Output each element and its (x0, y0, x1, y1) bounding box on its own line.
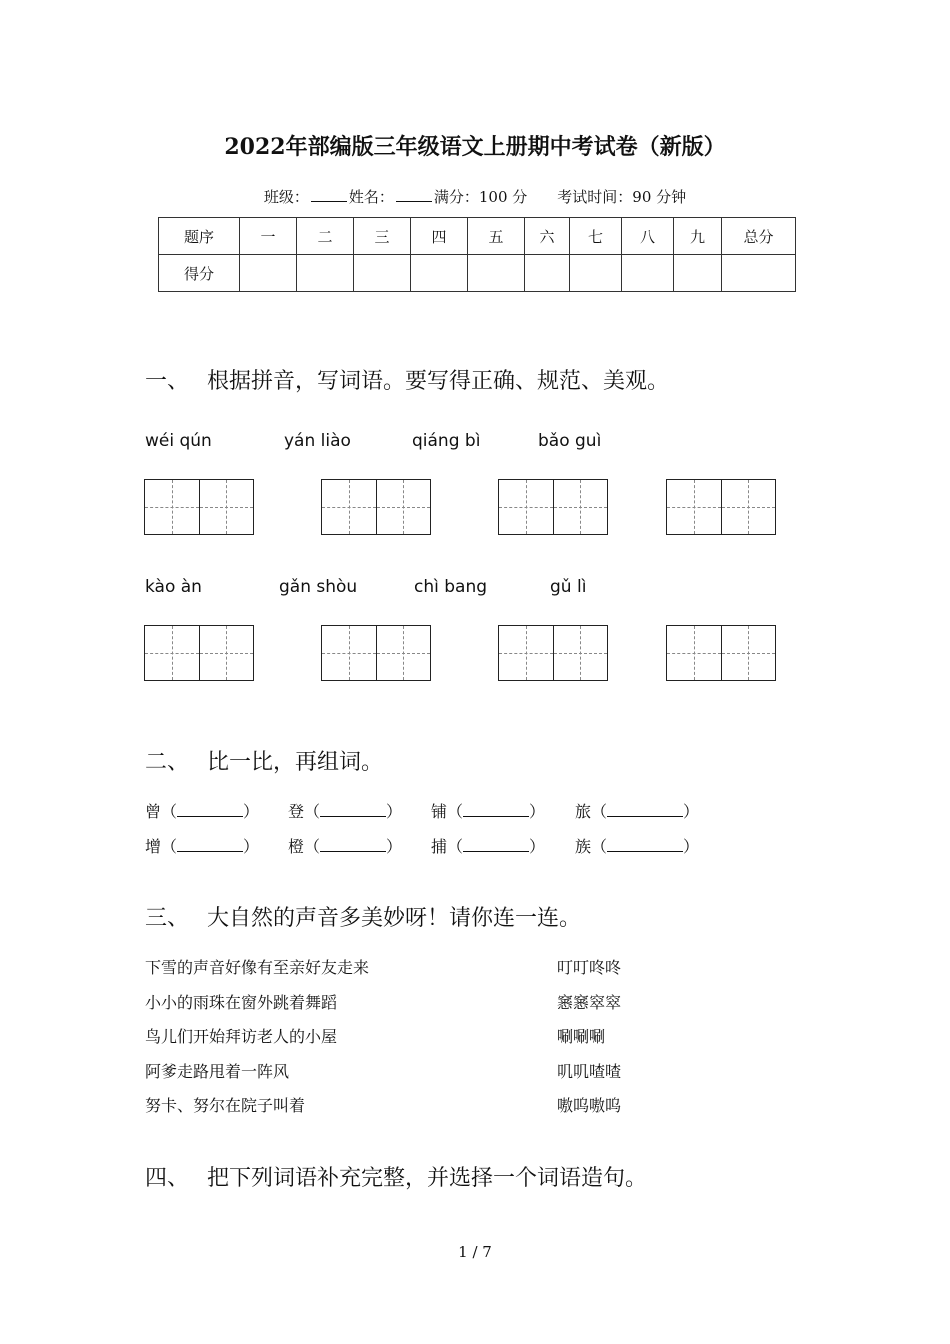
compare-item (288, 799, 402, 822)
grid-cell[interactable] (199, 480, 254, 534)
score-row-label: 得分 (159, 255, 240, 292)
answer-blank[interactable] (463, 804, 529, 817)
score-cell[interactable] (240, 255, 297, 292)
compare-item (575, 799, 699, 822)
answer-blank[interactable] (320, 804, 386, 817)
score-cell[interactable] (468, 255, 525, 292)
header-cell: 二 (297, 218, 354, 255)
section-4-heading (145, 1161, 647, 1192)
score-table-score-row (159, 255, 796, 292)
header-cell: 三 (354, 218, 411, 255)
score-cell[interactable] (297, 255, 354, 292)
grid-cell[interactable] (499, 480, 553, 534)
header-cell: 四 (411, 218, 468, 255)
compare-char: 旅（ (575, 802, 608, 821)
page-title: 2022年部编版三年级语文上册期中考试卷（新版） (224, 134, 726, 160)
exam-time: 考试时间：90 分钟 (557, 188, 687, 206)
close-paren: ） (683, 837, 700, 856)
name-label: 姓名： (348, 188, 394, 206)
answer-blank[interactable] (320, 839, 386, 852)
section-number: 三、 (145, 906, 190, 931)
name-blank[interactable] (396, 189, 432, 202)
score-table (158, 217, 796, 292)
writing-grid[interactable] (498, 479, 608, 535)
answer-blank[interactable] (463, 839, 529, 852)
section-1-heading (145, 364, 669, 395)
compare-char: 铺（ (431, 802, 464, 821)
match-right-item[interactable]: 唰唰唰 (557, 1027, 606, 1046)
pinyin-label: yán liào (284, 431, 351, 451)
match-right-item[interactable]: 嗷呜嗷呜 (557, 1096, 622, 1115)
close-paren: ） (529, 837, 546, 856)
header-cell: 一 (240, 218, 297, 255)
grid-cell[interactable] (322, 626, 376, 680)
compare-char: 橙（ (288, 837, 321, 856)
grid-cell[interactable] (145, 480, 199, 534)
grid-cell[interactable] (553, 626, 608, 680)
answer-blank[interactable] (177, 839, 243, 852)
section-title: 大自然的声音多美妙呀！请你连一连。 (207, 906, 582, 931)
section-3-heading (145, 901, 581, 932)
grid-cell[interactable] (322, 480, 376, 534)
full-score: 满分：100 分 (433, 188, 528, 206)
score-cell[interactable] (622, 255, 674, 292)
compare-char: 增（ (145, 837, 178, 856)
header-cell: 七 (570, 218, 622, 255)
score-cell[interactable] (525, 255, 570, 292)
pinyin-label: bǎo guì (538, 431, 602, 451)
section-2-heading (145, 745, 383, 776)
compare-item (145, 834, 259, 857)
exam-info-line (0, 186, 950, 207)
writing-grid[interactable] (321, 625, 431, 681)
writing-grid[interactable] (498, 625, 608, 681)
writing-grid[interactable] (144, 625, 254, 681)
pinyin-label: wéi qún (145, 431, 212, 451)
compare-char: 族（ (575, 837, 608, 856)
writing-grid[interactable] (666, 479, 776, 535)
grid-cell[interactable] (376, 626, 431, 680)
compare-char: 登（ (288, 802, 321, 821)
header-cell: 六 (525, 218, 570, 255)
match-right-item[interactable]: 叮叮咚咚 (557, 958, 622, 977)
answer-blank[interactable] (177, 804, 243, 817)
close-paren: ） (386, 802, 403, 821)
match-left-item[interactable]: 鸟儿们开始拜访老人的小屋 (145, 1027, 338, 1046)
score-cell[interactable] (411, 255, 468, 292)
page-number: 1 / 7 (458, 1243, 492, 1261)
close-paren: ） (386, 837, 403, 856)
match-left-item[interactable]: 努卡、努尔在院子叫着 (145, 1096, 306, 1115)
pinyin-label: qiáng bì (412, 431, 481, 451)
grid-cell[interactable] (667, 626, 721, 680)
score-cell[interactable] (722, 255, 796, 292)
pinyin-label: gǔ lì (550, 577, 587, 597)
score-cell[interactable] (354, 255, 411, 292)
answer-blank[interactable] (607, 804, 683, 817)
grid-cell[interactable] (721, 480, 776, 534)
score-cell[interactable] (674, 255, 722, 292)
match-right-item[interactable]: 窸窸窣窣 (557, 993, 622, 1012)
header-cell: 总分 (722, 218, 796, 255)
compare-item (288, 834, 402, 857)
section-number: 一、 (145, 369, 190, 394)
grid-cell[interactable] (667, 480, 721, 534)
writing-grid[interactable] (321, 479, 431, 535)
close-paren: ） (243, 837, 260, 856)
compare-char: 捕（ (431, 837, 464, 856)
compare-item (431, 799, 545, 822)
grid-cell[interactable] (499, 626, 553, 680)
grid-cell[interactable] (199, 626, 254, 680)
grid-cell[interactable] (553, 480, 608, 534)
close-paren: ） (243, 802, 260, 821)
class-label: 班级： (263, 188, 309, 206)
section-title: 把下列词语补充完整，并选择一个词语造句。 (207, 1166, 648, 1191)
pinyin-label: gǎn shòu (279, 577, 358, 597)
grid-cell[interactable] (721, 626, 776, 680)
score-table-header-row (159, 218, 796, 255)
header-cell: 八 (622, 218, 674, 255)
section-number: 四、 (145, 1166, 190, 1191)
match-left-item[interactable]: 下雪的声音好像有至亲好友走来 (145, 958, 370, 977)
compare-char: 曾（ (145, 802, 178, 821)
match-left-item[interactable]: 阿爹走路甩着一阵风 (145, 1062, 290, 1081)
writing-grid[interactable] (666, 625, 776, 681)
grid-cell[interactable] (376, 480, 431, 534)
header-cell: 五 (468, 218, 525, 255)
class-blank[interactable] (311, 189, 347, 202)
match-right-item[interactable]: 叽叽喳喳 (557, 1062, 622, 1081)
header-cell: 九 (674, 218, 722, 255)
header-cell: 题序 (159, 218, 240, 255)
section-title: 比一比，再组词。 (207, 750, 384, 775)
answer-blank[interactable] (607, 839, 683, 852)
grid-cell[interactable] (145, 626, 199, 680)
match-left-item[interactable]: 小小的雨珠在窗外跳着舞蹈 (145, 993, 338, 1012)
compare-item (431, 834, 545, 857)
section-number: 二、 (145, 750, 190, 775)
writing-grid[interactable] (144, 479, 254, 535)
compare-item (145, 799, 259, 822)
section-title: 根据拼音，写词语。要写得正确、规范、美观。 (207, 369, 670, 394)
score-cell[interactable] (570, 255, 622, 292)
close-paren: ） (529, 802, 546, 821)
pinyin-label: chì bang (414, 577, 488, 597)
pinyin-label: kào àn (145, 577, 202, 597)
compare-item (575, 834, 699, 857)
close-paren: ） (683, 802, 700, 821)
